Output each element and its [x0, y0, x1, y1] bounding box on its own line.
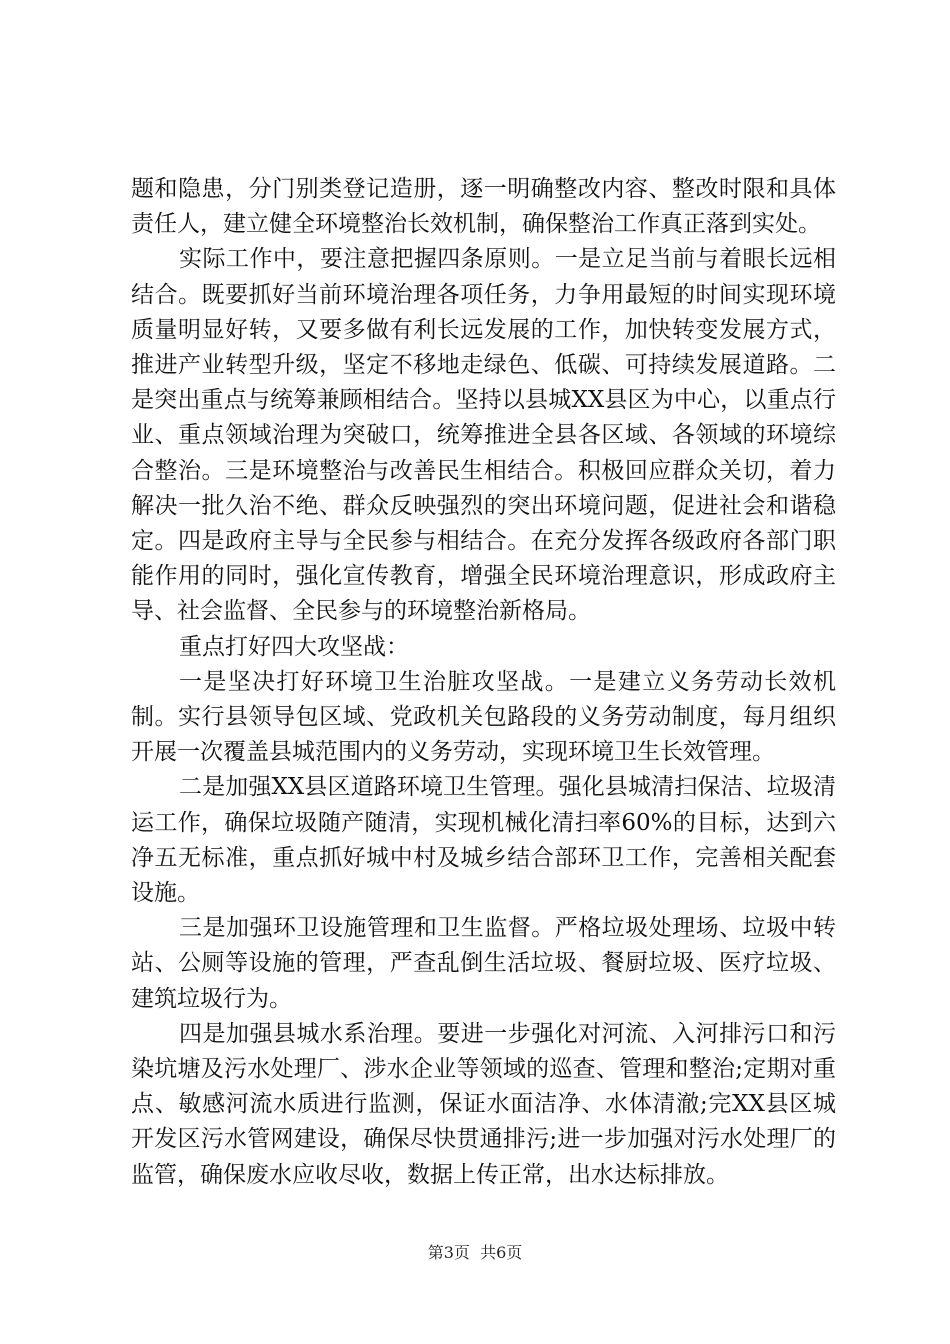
paragraph-heading-four-battles: 重点打好四大攻坚战： [179, 633, 409, 660]
paragraph-principles: 实际工作中，要注意把握四条原则。一是立足当前与着眼长远相结合。既要抓好当前环境治理各项任务，力争用最短的时间实现环境质量明显好转，又要多做有利长远发展的工作，加快转变发展方式，推进产业转型升级，坚定不移地走绿色、低碳、可持续发展道路。二是突出重点与统筹兼顾相结合。坚持以县城XX县区为中心，以重点行业、重点领域治理为突破口，统筹推进全县各区域、各领域的环境综合整治。三是环境整治与改善民生相结合。积极回应群众关切，着力解决一批久治不绝、群众反映强烈的突出环境问题，促进社会和谐稳定。四是政府主导与全民参与相结合。在充分发挥各级政府各部门职能作用的同时，强化宣传教育，增强全民环境治理意识，形成政府主导、社会监督、全民参与的环境整治新格局。 [131, 246, 836, 625]
page-number: 第3页 共6页 [427, 1243, 523, 1262]
document-body [131, 172, 836, 1193]
paragraph-battle-one: 一是坚决打好环境卫生治脏攻坚战。一是建立义务劳动长效机制。实行县领导包区域、党政机关包路段的义务劳动制度，每月组织开展一次覆盖县城范围内的义务劳动，实现环境卫生长效管理。 [131, 668, 836, 766]
paragraph-battle-two: 二是加强XX县区道路环境卫生管理。强化县城清扫保洁、垃圾清运工作，确保垃圾随产随清，实现机械化清扫率60%的目标，达到六净五无标准，重点抓好城中村及城乡结合部环卫工作，完善相关配套设施。 [131, 774, 836, 907]
page-footer [0, 1240, 950, 1263]
paragraph-continuation: 题和隐患，分门别类登记造册，逐一明确整改内容、整改时限和具体责任人，建立健全环境整治长效机制，确保整治工作真正落到实处。 [131, 176, 836, 238]
paragraph-battle-four: 四是加强县城水系治理。要进一步强化对河流、入河排污口和污染坑塘及污水处理厂、涉水企业等领域的巡查、管理和整治;定期对重点、敏感河流水质进行监测，保证水面洁净、水体清澈;完XX县区城开发区污水管网建设，确保尽快贯通排污;进一步加强对污水处理厂的监管，确保废水应收尽收，数据上传正常，出水达标排放。 [131, 1020, 836, 1188]
paragraph-battle-three: 三是加强环卫设施管理和卫生监督。严格垃圾处理场、垃圾中转站、公厕等设施的管理，严查乱倒生活垃圾、餐厨垃圾、医疗垃圾、建筑垃圾行为。 [131, 915, 836, 1012]
